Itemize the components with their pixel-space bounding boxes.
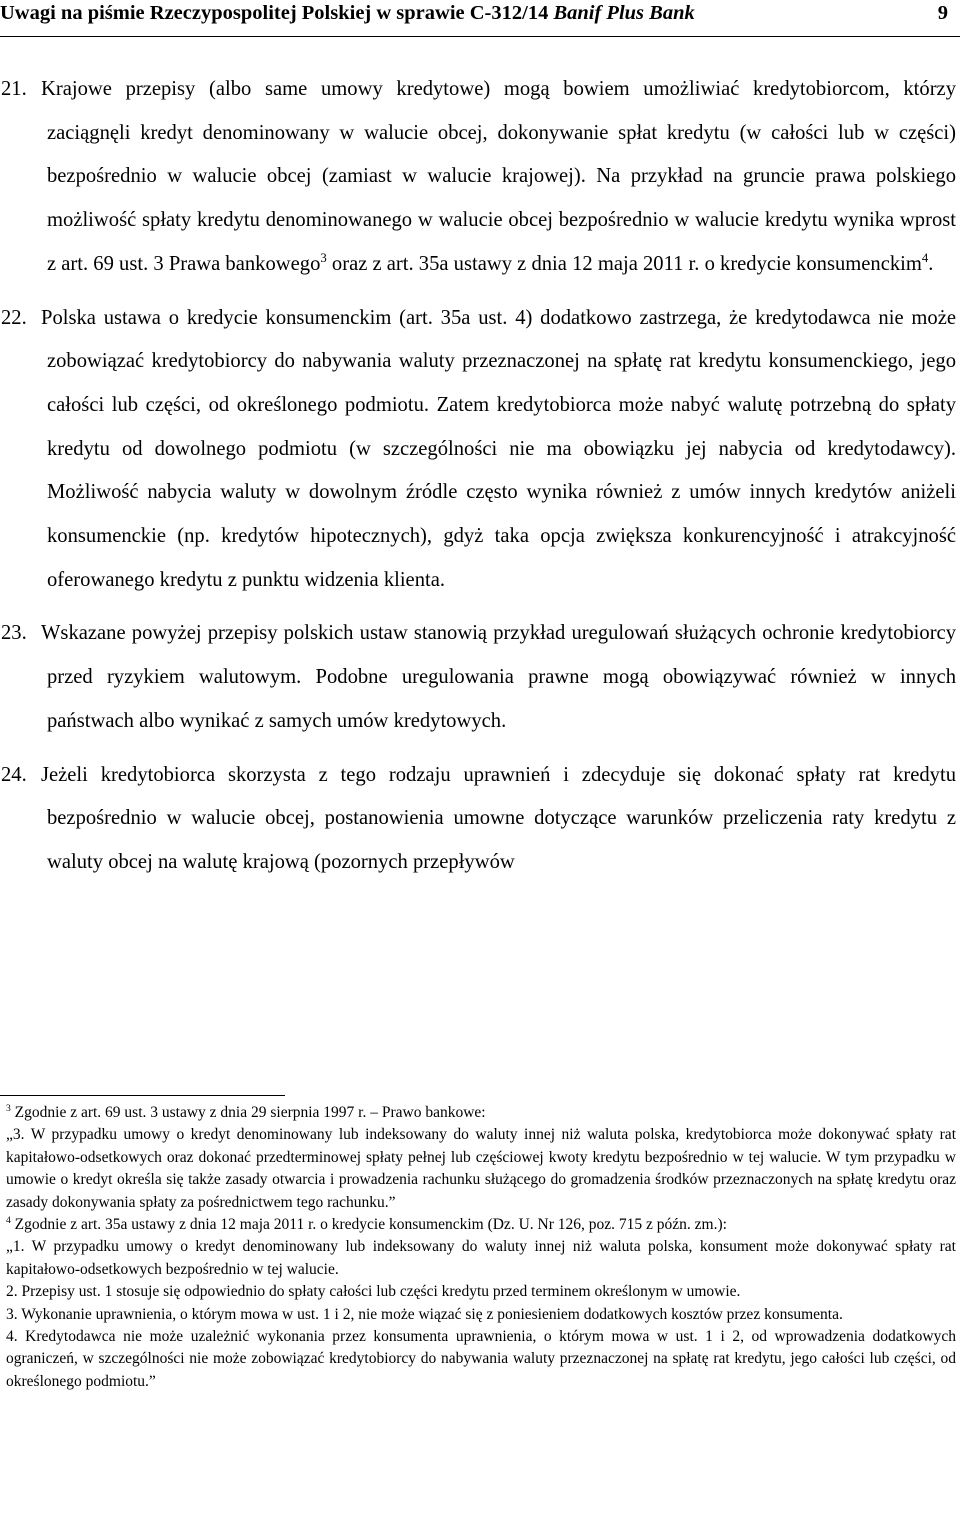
footnote-3-intro: [6, 1102, 956, 1124]
document-body: [1, 68, 956, 885]
footnote-text: Zgodnie z art. 69 ust. 3 ustawy z dnia 29 sierpnia 1997 r. – Prawo bankowe:: [10, 1104, 486, 1121]
paragraph-number: 24.: [1, 763, 27, 786]
footnote-ref-4[interactable]: 4: [921, 250, 929, 265]
page-number: 9: [937, 2, 948, 24]
page-header-title: [0, 2, 695, 25]
paragraph-text-end: .: [928, 252, 934, 275]
footnote-4-item-1: „1. W przypadku umowy o kredyt denominowany lub indeksowany do waluty innej niż waluta polska, konsument może dokonywać spłaty rat kapitałowo-odsetkowych bezpośrednio w tej walucie.: [6, 1238, 956, 1278]
footnote-4-item-3: 3. Wykonanie uprawnienia, o którym mowa w ust. 1 i 2, nie może wiązać się z poniesieniem dodatkowych kosztów przez konsumenta.: [6, 1305, 843, 1323]
paragraph-text-continued: oraz z art. 35a ustawy z dnia 12 maja 2011 r. o kredycie konsumenckim: [326, 252, 922, 275]
paragraph-21: [1, 68, 956, 287]
footnotes: [6, 1102, 956, 1393]
paragraph-text: Krajowe przepisy (albo same umowy kredytowe) mogą bowiem umożliwiać kredytobiorcom, którzy zaciągnęli kredyt denominowany w walucie obcej, dokonywanie spłat kredytu (w całości lub w części) bezpośrednio w walucie obcej (zamiast w walucie krajowej). Na przykład na gruncie prawa polskiego możliwość spłaty kredytu denominowanego w walucie obcej bezpośrednio w walucie kredytu wynika wprost z art. 69 ust. 3 Prawa bankowego: [41, 78, 956, 275]
footnote-4-item-2: 2. Przepisy ust. 1 stosuje się odpowiednio do spłaty całości lub części kredytu przed terminem określonym w umowie.: [6, 1283, 741, 1301]
paragraph-number: 22.: [1, 306, 27, 329]
paragraph-text: Jeżeli kredytobiorca skorzysta z tego rodzaju uprawnień i zdecyduje się dokonać spłaty rat kredytu bezpośrednio w walucie obcej, postanowienia umowne dotyczące warunków przeliczenia raty kredytu z waluty obcej na walutę krajową (pozornych przepływów: [41, 763, 956, 873]
footnote-separator: [0, 1095, 285, 1096]
header-title-prefix: Uwagi na piśmie Rzeczypospolitej Polskiej w sprawie C-312/14: [0, 2, 554, 24]
footnote-mark-3: 3: [6, 1102, 11, 1114]
paragraph-text: Wskazane powyżej przepisy polskich ustaw stanowią przykład uregulowań służących ochronie kredytobiorcy przed ryzykiem walutowym. Podobne uregulowania prawne mogą obowiązywać również w innych państwach albo wynikać z samych umów kredytowych.: [41, 622, 956, 732]
header-case-name: Banif Plus Bank: [553, 2, 695, 24]
paragraph-24: [1, 754, 956, 885]
paragraph-text: Polska ustawa o kredycie konsumenckim (art. 35a ust. 4) dodatkowo zastrzega, że kredytodawca nie może zobowiązać kredytobiorcy do nabywania waluty przeznaczonej na spłatę rat kredytu konsumenckiego, jego całości lub części, od określonego podmiotu. Zatem kredytobiorca może nabyć walutę potrzebną do spłaty kredytu od dowolnego podmiotu (w szczególności nie ma obowiązku jej nabycia od kredytodawcy). Możliwość nabycia waluty w dowolnym źródle często wynika również z umów innych kredytów aniżeli konsumenckie (np. kredytów hipotecznych), gdyż taka opcja zwiększa konkurencyjność i atrakcyjność oferowanego kredytu z punktu widzenia klienta.: [41, 306, 956, 591]
footnote-ref-3[interactable]: 3: [320, 250, 327, 265]
footnote-3-quote: „3. W przypadku umowy o kredyt denominowany lub indeksowany do waluty innej niż waluta polska, kredytobiorca może dokonywać spłaty rat kapitałowo-odsetkowych oraz dokonać przedterminowej spłaty pełnej lub częściowej kwoty kredytu bezpośrednio w tej walucie. W tym przypadku w umowie o kredyt określa się także zasady otwarcia i prowadzenia rachunku służącego do gromadzenia środków przeznaczonych na spłatę kredytu oraz zasady dokonywania spłaty za pośrednictwem tego rachunku.”: [6, 1126, 956, 1211]
paragraph-number: 21.: [1, 78, 27, 100]
paragraph-number: 23.: [1, 622, 27, 645]
paragraph-23: [1, 612, 956, 743]
page-header: [0, 0, 960, 37]
footnote-text: Zgodnie z art. 35a ustawy z dnia 12 maja 2011 r. o kredycie konsumenckim (Dz. U. Nr 126, poz. 715 z późn. zm.):: [10, 1216, 727, 1234]
footnote-4-intro: [6, 1214, 956, 1236]
paragraph-22: [1, 297, 956, 603]
footnote-mark-4: 4: [6, 1214, 11, 1226]
footnote-4-item-4: 4. Kredytodawca nie może uzależnić wykonania przez konsumenta uprawnienia, o którym mowa w ust. 1 i 2, od wprowadzenia dodatkowych ograniczeń, w szczególności nie może zobowiązać kredytobiorcy do nabywania waluty przeznaczonej na spłatę rat kredytu, jego całości lub części, od określonego podmiotu.”: [6, 1328, 956, 1390]
